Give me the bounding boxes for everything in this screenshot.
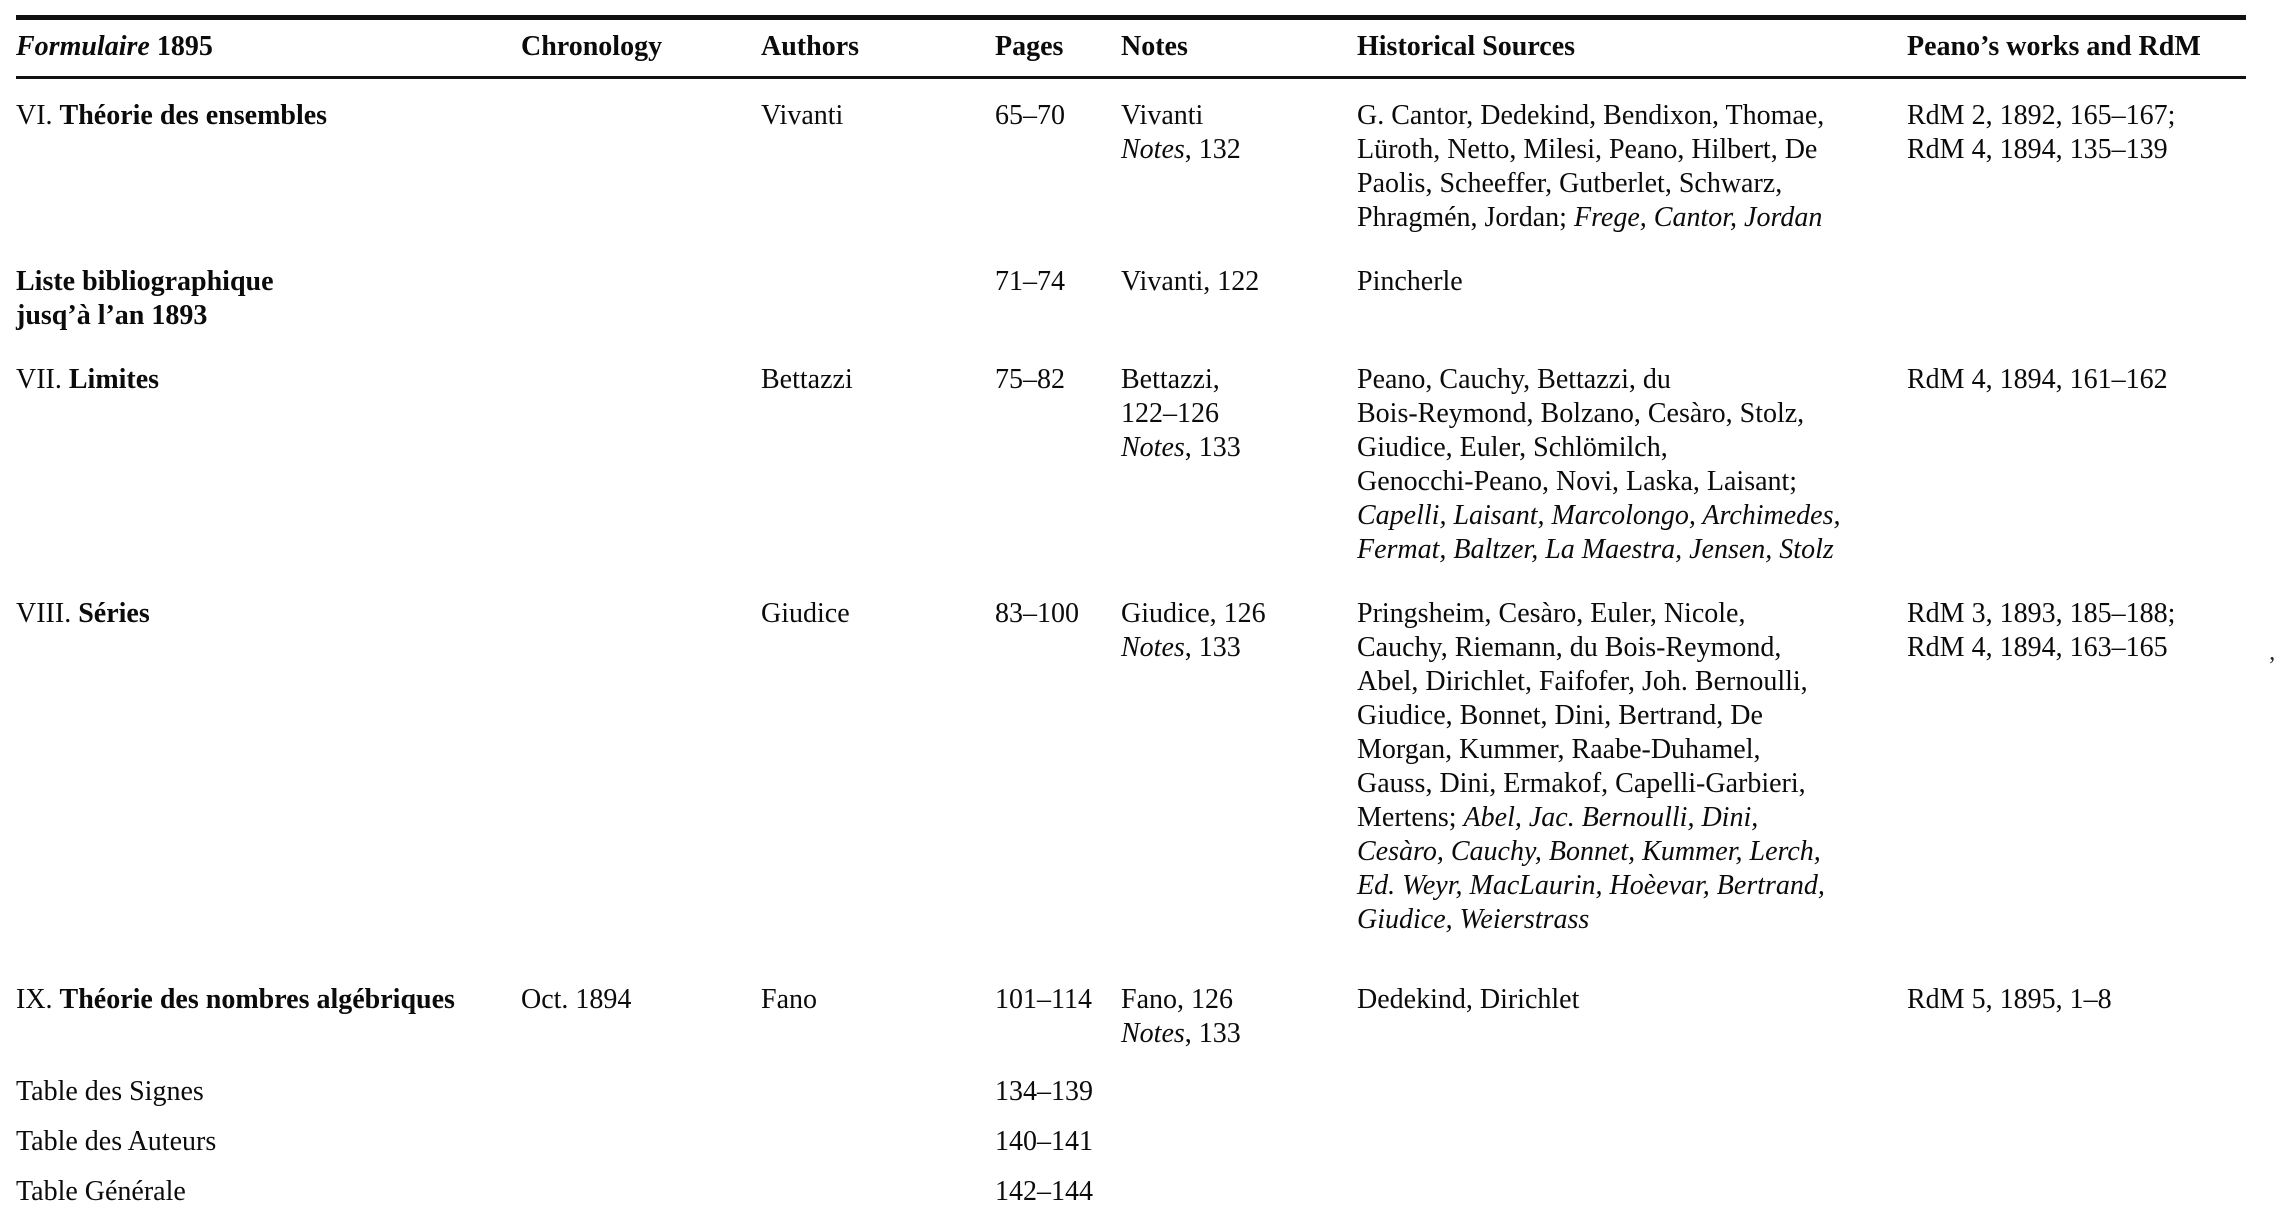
cell-line bbox=[1121, 597, 1343, 631]
cell-line bbox=[1357, 665, 1893, 699]
cell-line bbox=[761, 99, 981, 133]
cell-line bbox=[16, 99, 507, 133]
text-segment: 142–144 bbox=[995, 1176, 1093, 1207]
row-table-des-auteurs--pages bbox=[995, 1125, 1121, 1175]
row-liste-bibliographique--peano-works bbox=[1907, 265, 2246, 363]
table-header bbox=[16, 18, 2246, 78]
row-vi-theorie-des-ensembles--chronology bbox=[521, 78, 761, 266]
row-table-des-signes--authors bbox=[761, 1075, 995, 1125]
text-segment: Morgan, Kummer, Raabe-Duhamel, bbox=[1357, 734, 1760, 765]
row-vii-limites--chronology bbox=[521, 363, 761, 597]
row-table-generale--peano-works bbox=[1907, 1175, 2246, 1209]
col-header-chronology bbox=[521, 18, 761, 78]
text-segment: Frege, Cantor, Jordan bbox=[1574, 202, 1822, 233]
row-viii-series--pages bbox=[995, 597, 1121, 983]
row-vi-theorie-des-ensembles--formulaire bbox=[16, 78, 521, 266]
row-table-des-auteurs--historical-sources bbox=[1357, 1125, 1907, 1175]
cell-line bbox=[1121, 363, 1343, 397]
text-segment: RdM 4, 1894, 161–162 bbox=[1907, 364, 2168, 395]
text-segment: RdM 2, 1892, 165–167; bbox=[1907, 100, 2175, 131]
text-segment: Gauss, Dini, Ermakof, Capelli-Garbieri, bbox=[1357, 768, 1806, 799]
cell-line bbox=[1121, 99, 1343, 133]
scan-artifact-mark: ’ bbox=[2268, 653, 2276, 680]
text-segment: Peano, Cauchy, Bettazzi, du bbox=[1357, 364, 1671, 395]
text-segment: , 133 bbox=[1185, 632, 1241, 663]
row-ix-theorie-des-nombres-algebriques--chronology bbox=[521, 983, 761, 1075]
cell-line bbox=[1357, 835, 1893, 869]
row-vii-limites--peano-works bbox=[1907, 363, 2246, 597]
text-segment: Vivanti bbox=[1121, 100, 1203, 131]
text-segment: Fermat, Baltzer, La Maestra, Jensen, Stolz bbox=[1357, 534, 1834, 565]
text-segment: Pincherle bbox=[1357, 266, 1463, 297]
cell-line bbox=[761, 983, 981, 1017]
cell-line bbox=[16, 597, 507, 631]
text-segment: jusq’à l’an 1893 bbox=[16, 300, 207, 331]
cell-line bbox=[1357, 533, 1893, 567]
cell-line bbox=[1121, 631, 1343, 665]
text-segment: 140–141 bbox=[995, 1126, 1093, 1157]
row-liste-bibliographique--historical-sources bbox=[1357, 265, 1907, 363]
row-table-des-signes--peano-works bbox=[1907, 1075, 2246, 1125]
row-ix-theorie-des-nombres-algebriques bbox=[16, 983, 2246, 1075]
cell-line bbox=[1357, 431, 1893, 465]
cell-line bbox=[1357, 201, 1893, 235]
row-table-generale--historical-sources bbox=[1357, 1175, 1907, 1209]
row-vi-theorie-des-ensembles--authors bbox=[761, 78, 995, 266]
cell-line bbox=[995, 1075, 1107, 1109]
text-segment: Historical Sources bbox=[1357, 31, 1575, 62]
text-segment: Abel, Dirichlet, Faifofer, Joh. Bernoulli, bbox=[1357, 666, 1808, 697]
cell-line bbox=[16, 265, 507, 299]
text-segment: Chronology bbox=[521, 31, 662, 62]
cell-line bbox=[16, 1175, 507, 1209]
row-ix-theorie-des-nombres-algebriques--pages bbox=[995, 983, 1121, 1075]
text-segment: Notes bbox=[1121, 632, 1185, 663]
text-segment: Formulaire bbox=[16, 31, 150, 62]
cell-line bbox=[16, 983, 507, 1017]
text-segment: Bois-Reymond, Bolzano, Cesàro, Stolz, bbox=[1357, 398, 1804, 429]
row-viii-series--notes bbox=[1121, 597, 1357, 983]
text-segment: G. Cantor, Dedekind, Bendixon, Thomae, bbox=[1357, 100, 1824, 131]
col-header-pages bbox=[995, 18, 1121, 78]
cell-line bbox=[995, 597, 1107, 631]
col-header-historical-sources bbox=[1357, 18, 1907, 78]
cell-line bbox=[1121, 397, 1343, 431]
text-segment: Authors bbox=[761, 31, 859, 62]
text-segment: Liste bibliographique bbox=[16, 266, 274, 297]
row-table-des-auteurs--authors bbox=[761, 1125, 995, 1175]
text-segment: 71–74 bbox=[995, 266, 1065, 297]
cell-line bbox=[1357, 597, 1893, 631]
row-table-generale--notes bbox=[1121, 1175, 1357, 1209]
cell-line bbox=[995, 99, 1107, 133]
cell-line bbox=[1357, 265, 1893, 299]
cell-line bbox=[995, 265, 1107, 299]
cell-line bbox=[1121, 431, 1343, 465]
text-segment: Vivanti, 122 bbox=[1121, 266, 1259, 297]
text-segment: Abel, Jac. Bernoulli, Dini, bbox=[1464, 802, 1759, 833]
text-segment: , 132 bbox=[1185, 134, 1241, 165]
cell-line bbox=[1907, 99, 2232, 133]
text-segment: Giudice, 126 bbox=[1121, 598, 1266, 629]
cell-line bbox=[16, 1075, 507, 1109]
cell-line bbox=[1357, 869, 1893, 903]
row-table-des-auteurs--formulaire bbox=[16, 1125, 521, 1175]
formulaire-table bbox=[16, 15, 2246, 1209]
text-segment: Genocchi-Peano, Novi, Laska, Laisant; bbox=[1357, 466, 1797, 497]
col-header-authors bbox=[761, 18, 995, 78]
cell-line bbox=[1357, 733, 1893, 767]
cell-line bbox=[995, 363, 1107, 397]
cell-line bbox=[1357, 699, 1893, 733]
row-table-des-signes bbox=[16, 1075, 2246, 1125]
text-segment: Fano, 126 bbox=[1121, 984, 1233, 1015]
text-segment: Lüroth, Netto, Milesi, Peano, Hilbert, De bbox=[1357, 134, 1817, 165]
cell-line bbox=[995, 1125, 1107, 1159]
row-ix-theorie-des-nombres-algebriques--authors bbox=[761, 983, 995, 1075]
row-viii-series--historical-sources bbox=[1357, 597, 1907, 983]
row-vi-theorie-des-ensembles--notes bbox=[1121, 78, 1357, 266]
row-liste-bibliographique bbox=[16, 265, 2246, 363]
cell-line bbox=[761, 363, 981, 397]
text-segment: Table des Signes bbox=[16, 1076, 204, 1107]
row-table-generale--authors bbox=[761, 1175, 995, 1209]
cell-line bbox=[995, 983, 1107, 1017]
row-viii-series--chronology bbox=[521, 597, 761, 983]
row-vii-limites--pages bbox=[995, 363, 1121, 597]
row-liste-bibliographique--authors bbox=[761, 265, 995, 363]
col-header-formulaire bbox=[16, 18, 521, 78]
text-segment: Notes bbox=[1121, 1018, 1185, 1049]
row-table-generale--pages bbox=[995, 1175, 1121, 1209]
cell-line bbox=[761, 597, 981, 631]
row-table-des-signes--notes bbox=[1121, 1075, 1357, 1125]
row-ix-theorie-des-nombres-algebriques--peano-works bbox=[1907, 983, 2246, 1075]
text-segment: Vivanti bbox=[761, 100, 843, 131]
text-segment: RdM 3, 1893, 185–188; bbox=[1907, 598, 2175, 629]
row-table-des-auteurs bbox=[16, 1125, 2246, 1175]
row-vii-limites--notes bbox=[1121, 363, 1357, 597]
text-segment: 134–139 bbox=[995, 1076, 1093, 1107]
row-viii-series--formulaire bbox=[16, 597, 521, 983]
row-vii-limites bbox=[16, 363, 2246, 597]
row-table-des-auteurs--chronology bbox=[521, 1125, 761, 1175]
text-segment: RdM 5, 1895, 1–8 bbox=[1907, 984, 2112, 1015]
document-page bbox=[16, 15, 2292, 1209]
row-liste-bibliographique--notes bbox=[1121, 265, 1357, 363]
text-segment: Notes bbox=[1121, 31, 1188, 62]
text-segment: Peano’s works and RdM bbox=[1907, 31, 2201, 62]
cell-line bbox=[1357, 397, 1893, 431]
cell-line bbox=[16, 299, 507, 333]
row-table-generale--formulaire bbox=[16, 1175, 521, 1209]
text-segment: Dedekind, Dirichlet bbox=[1357, 984, 1579, 1015]
text-segment: 101–114 bbox=[995, 984, 1092, 1015]
row-vi-theorie-des-ensembles--peano-works bbox=[1907, 78, 2246, 266]
row-table-des-auteurs--notes bbox=[1121, 1125, 1357, 1175]
cell-line bbox=[1357, 363, 1893, 397]
text-segment: Séries bbox=[78, 598, 150, 629]
row-vii-limites--historical-sources bbox=[1357, 363, 1907, 597]
row-liste-bibliographique--formulaire bbox=[16, 265, 521, 363]
cell-line bbox=[1357, 499, 1893, 533]
text-segment: Table Générale bbox=[16, 1176, 186, 1207]
text-segment: Notes bbox=[1121, 432, 1185, 463]
text-segment: IX. bbox=[16, 984, 60, 1015]
row-table-generale bbox=[16, 1175, 2246, 1209]
row-ix-theorie-des-nombres-algebriques--formulaire bbox=[16, 983, 521, 1075]
row-vii-limites--formulaire bbox=[16, 363, 521, 597]
text-segment: Oct. 1894 bbox=[521, 984, 631, 1015]
header-row bbox=[16, 18, 2246, 78]
cell-line bbox=[995, 1175, 1107, 1209]
col-header-notes bbox=[1121, 18, 1357, 78]
row-ix-theorie-des-nombres-algebriques--historical-sources bbox=[1357, 983, 1907, 1075]
text-segment: Ed. Weyr, MacLaurin, Hoèevar, Bertrand, bbox=[1357, 870, 1825, 901]
text-segment: Fano bbox=[761, 984, 817, 1015]
row-liste-bibliographique--pages bbox=[995, 265, 1121, 363]
row-viii-series--peano-works bbox=[1907, 597, 2246, 983]
text-segment: Pages bbox=[995, 31, 1063, 62]
cell-line bbox=[16, 1125, 507, 1159]
cell-line bbox=[1907, 363, 2232, 397]
cell-line bbox=[1907, 631, 2232, 665]
cell-line bbox=[1357, 133, 1893, 167]
cell-line bbox=[1121, 1017, 1343, 1051]
text-segment: Cauchy, Riemann, du Bois-Reymond, bbox=[1357, 632, 1781, 663]
text-segment: RdM 4, 1894, 163–165 bbox=[1907, 632, 2168, 663]
text-segment: 65–70 bbox=[995, 100, 1065, 131]
text-segment: Giudice bbox=[761, 598, 850, 629]
cell-line bbox=[1121, 133, 1343, 167]
row-vi-theorie-des-ensembles bbox=[16, 78, 2246, 266]
row-vii-limites--authors bbox=[761, 363, 995, 597]
cell-line bbox=[521, 983, 747, 1017]
cell-line bbox=[1357, 631, 1893, 665]
row-table-des-auteurs--peano-works bbox=[1907, 1125, 2246, 1175]
text-segment: Paolis, Scheeffer, Gutberlet, Schwarz, bbox=[1357, 168, 1782, 199]
text-segment: , 133 bbox=[1185, 432, 1241, 463]
cell-line bbox=[1357, 983, 1893, 1017]
text-segment: , 133 bbox=[1185, 1018, 1241, 1049]
text-segment: Giudice, Euler, Schlömilch, bbox=[1357, 432, 1668, 463]
cell-line bbox=[1357, 801, 1893, 835]
text-segment: Table des Auteurs bbox=[16, 1126, 216, 1157]
text-segment: VIII. bbox=[16, 598, 78, 629]
text-segment: Mertens; bbox=[1357, 802, 1464, 833]
cell-line bbox=[1357, 767, 1893, 801]
cell-line bbox=[1357, 167, 1893, 201]
row-viii-series bbox=[16, 597, 2246, 983]
cell-line bbox=[1907, 597, 2232, 631]
text-segment: Théorie des nombres algébriques bbox=[60, 984, 455, 1015]
text-segment: Pringsheim, Cesàro, Euler, Nicole, bbox=[1357, 598, 1745, 629]
text-segment: 1895 bbox=[150, 31, 213, 62]
row-viii-series--authors bbox=[761, 597, 995, 983]
cell-line bbox=[1121, 265, 1343, 299]
row-liste-bibliographique--chronology bbox=[521, 265, 761, 363]
text-segment: Notes bbox=[1121, 134, 1185, 165]
cell-line bbox=[1907, 983, 2232, 1017]
col-header-peano-works bbox=[1907, 18, 2246, 78]
cell-line bbox=[1907, 133, 2232, 167]
text-segment: VI. bbox=[16, 100, 60, 131]
row-table-des-signes--historical-sources bbox=[1357, 1075, 1907, 1125]
row-table-des-signes--formulaire bbox=[16, 1075, 521, 1125]
text-segment: Phragmén, Jordan; bbox=[1357, 202, 1574, 233]
text-segment: 83–100 bbox=[995, 598, 1079, 629]
text-segment: RdM 4, 1894, 135–139 bbox=[1907, 134, 2168, 165]
row-table-generale--chronology bbox=[521, 1175, 761, 1209]
text-segment: Cesàro, Cauchy, Bonnet, Kummer, Lerch, bbox=[1357, 836, 1821, 867]
cell-line bbox=[1357, 903, 1893, 937]
text-segment: Giudice, Bonnet, Dini, Bertrand, De bbox=[1357, 700, 1763, 731]
row-table-des-signes--pages bbox=[995, 1075, 1121, 1125]
table-body bbox=[16, 78, 2246, 1209]
text-segment: Théorie des ensembles bbox=[60, 100, 328, 131]
text-segment: 122–126 bbox=[1121, 398, 1219, 429]
text-segment: Bettazzi, bbox=[1121, 364, 1220, 395]
text-segment: 75–82 bbox=[995, 364, 1065, 395]
cell-line bbox=[1357, 465, 1893, 499]
text-segment: Limites bbox=[69, 364, 159, 395]
text-segment: Bettazzi bbox=[761, 364, 853, 395]
text-segment: Giudice, Weierstrass bbox=[1357, 904, 1589, 935]
row-ix-theorie-des-nombres-algebriques--notes bbox=[1121, 983, 1357, 1075]
text-segment: VII. bbox=[16, 364, 69, 395]
cell-line bbox=[1121, 983, 1343, 1017]
row-table-des-signes--chronology bbox=[521, 1075, 761, 1125]
text-segment: Capelli, Laisant, Marcolongo, Archimedes, bbox=[1357, 500, 1841, 531]
row-vi-theorie-des-ensembles--pages bbox=[995, 78, 1121, 266]
cell-line bbox=[1357, 99, 1893, 133]
row-vi-theorie-des-ensembles--historical-sources bbox=[1357, 78, 1907, 266]
cell-line bbox=[16, 363, 507, 397]
